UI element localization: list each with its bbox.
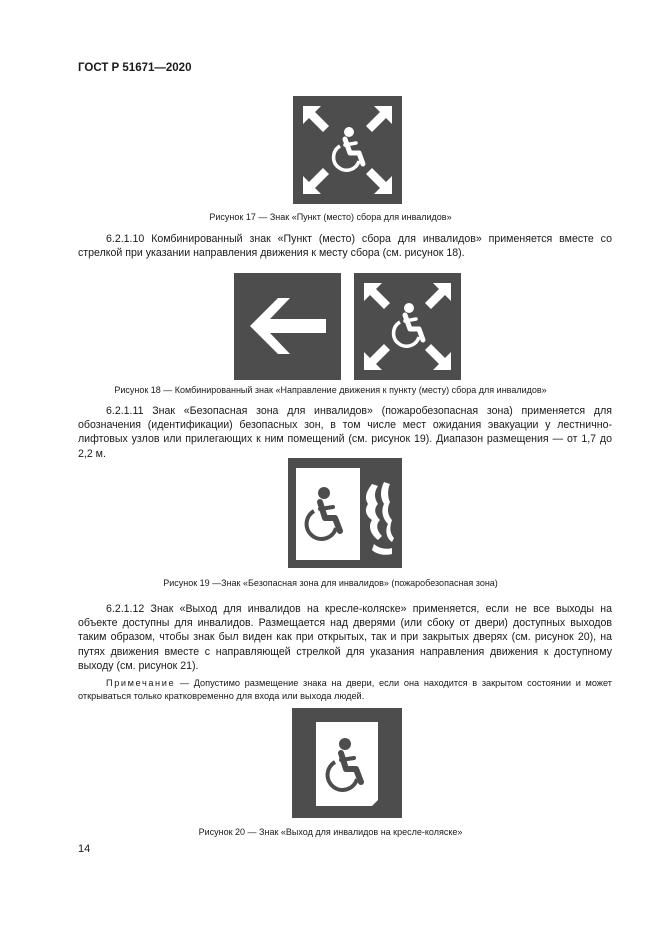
- page-number: 14: [78, 843, 91, 855]
- note: [78, 677, 612, 702]
- figure-19-safe-zone-sign: [288, 458, 402, 568]
- door-frame: [296, 468, 360, 560]
- figure-18-assembly-point-sign: [354, 273, 461, 380]
- paragraph-6-2-1-11: [78, 404, 612, 461]
- paragraph-6-2-1-12: [78, 602, 612, 673]
- paragraph-6-2-1-10-text: 6.2.1.10 Комбинированный знак «Пункт (место) сбора для инвалидов» применяется вместе со стрелкой при указании направления движения к месту сбора (см. рисунок 18).: [78, 233, 612, 260]
- paragraph-6-2-1-10: [78, 232, 612, 260]
- note-label: Примечание: [106, 678, 176, 688]
- figure-17-caption: Рисунок 17 — Знак «Пункт (место) сбора для инвалидов»: [209, 212, 452, 222]
- figure-18-caption: Рисунок 18 — Комбинированный знак «Направление движения к пункту (месту) сбора для инвалидов»: [114, 385, 547, 395]
- note-text: — Допустимо размещение знака на двери, если она находится в закрытом состоянии и может открываться только кратковременно для входа или выхода людей.: [78, 678, 612, 701]
- wheelchair-user-icon: [334, 127, 363, 170]
- document-header: ГОСТ Р 51671—2020: [78, 62, 192, 74]
- figure-20-exit-sign: [292, 708, 402, 818]
- figure-20-caption: Рисунок 20 — Знак «Выход для инвалидов на кресле-коляске»: [198, 827, 463, 837]
- paragraph-6-2-1-11-text: 6.2.1.11 Знак «Безопасная зона для инвалидов» (пожаробезопасная зона) применяется для обозначения (идентификации) безопасных зон, в том числе мест ожидания эвакуации у лестнично-лифтовых узлов или прилегающих к ним помещений (см. рисунок 19). Диапазон размещения — от 1,7 до 2,2 м.: [78, 405, 612, 460]
- figure-17-assembly-point-sign: [293, 96, 402, 204]
- flame-icon: [366, 482, 394, 555]
- arrow-left-icon: [250, 298, 326, 354]
- wheelchair-user-icon: [394, 303, 423, 346]
- figure-18-arrow-sign: [234, 273, 341, 380]
- figure-19-caption: Рисунок 19 —Знак «Безопасная зона для инвалидов» (пожаробезопасная зона): [163, 578, 498, 588]
- paragraph-6-2-1-12-text: 6.2.1.12 Знак «Выход для инвалидов на кресле-коляске» применяется, если не все выходы на объекте доступны для инвалидов. Размещается над дверями (или сбоку от двери) доступных выходов таким образом, чтобы знак был виден как при открытых, так и при закрытых дверях (см. рисунок 20), на путях движения вместе с направляющей стрелкой для указания направления движения к доступному выходу (см. рисунок 21).: [78, 603, 612, 672]
